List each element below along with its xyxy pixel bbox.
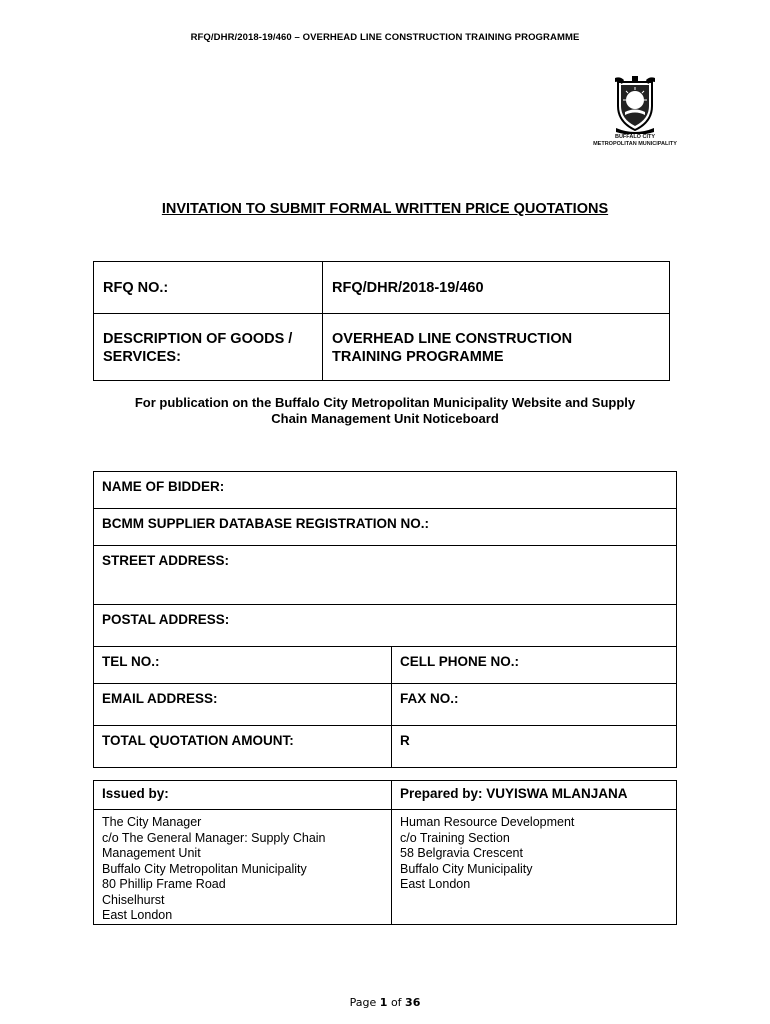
issued-line: East London — [102, 908, 173, 922]
logo-caption-line2: METROPOLITAN MUNICIPALITY — [593, 140, 677, 147]
issued-by-heading: Issued by: — [94, 781, 392, 810]
rfq-table — [93, 261, 670, 381]
prepared-by-address — [392, 810, 677, 925]
total-quotation-label: TOTAL QUOTATION AMOUNT: — [94, 726, 392, 768]
tel-number-field[interactable]: TEL NO.: — [94, 647, 392, 684]
issued-line: Chiselhurst — [102, 892, 165, 907]
description-value-line1: OVERHEAD LINE CONSTRUCTION — [332, 331, 573, 347]
issued-by-address — [94, 810, 392, 925]
name-of-bidder-field[interactable]: NAME OF BIDDER: — [94, 472, 677, 509]
running-header: RFQ/DHR/2018-19/460 – OVERHEAD LINE CONSTRUCTION TRAINING PROGRAMME — [190, 32, 580, 43]
of-word: of — [390, 996, 402, 1009]
description-value-line2: TRAINING PROGRAMME — [332, 349, 504, 365]
publication-note — [93, 395, 677, 427]
description-value — [323, 314, 670, 381]
description-label — [94, 314, 323, 381]
prepared-line: 58 Belgravia Crescent — [400, 846, 523, 860]
page-footer — [0, 996, 770, 1009]
logo-caption-line1: BUFFALO CITY — [614, 134, 656, 140]
postal-address-field[interactable]: POSTAL ADDRESS: — [94, 605, 677, 647]
page-word: Page — [349, 996, 377, 1009]
logo-caption — [590, 134, 680, 147]
prepared-line: East London — [400, 877, 471, 891]
bidder-details-table — [93, 471, 677, 768]
issued-line: Management Unit — [102, 846, 201, 860]
cell-phone-field[interactable]: CELL PHONE NO.: — [392, 647, 677, 684]
document-title: INVITATION TO SUBMIT FORMAL WRITTEN PRICE QUOTATIONS — [161, 201, 609, 217]
issued-line: 80 Phillip Frame Road — [102, 877, 226, 891]
street-address-field[interactable]: STREET ADDRESS: — [94, 546, 677, 605]
publication-line2: Chain Management Unit Noticeboard — [271, 411, 499, 426]
registration-number-field[interactable]: BCMM SUPPLIER DATABASE REGISTRATION NO.: — [94, 509, 677, 546]
description-label-line1: DESCRIPTION OF GOODS / — [103, 331, 293, 347]
issued-line: The City Manager — [102, 815, 202, 829]
publication-line1: For publication on the Buffalo City Metropolitan Municipality Website and Supply — [134, 395, 636, 410]
rfq-value: RFQ/DHR/2018-19/460 — [323, 262, 670, 314]
prepared-line: Human Resource Development — [400, 815, 575, 829]
prepared-by-heading: Prepared by: VUYISWA MLANJANA — [392, 781, 677, 810]
page-total: 36 — [405, 996, 421, 1009]
issued-line: c/o The General Manager: Supply Chain — [102, 830, 326, 845]
rfq-label: RFQ NO.: — [94, 262, 323, 314]
issued-prepared-table — [93, 780, 677, 925]
total-quotation-amount-field[interactable]: R — [392, 726, 677, 768]
coat-of-arms-icon — [612, 76, 658, 134]
prepared-line: Buffalo City Municipality — [400, 861, 533, 876]
prepared-line: c/o Training Section — [400, 830, 510, 845]
email-address-field[interactable]: EMAIL ADDRESS: — [94, 684, 392, 726]
fax-number-field[interactable]: FAX NO.: — [392, 684, 677, 726]
description-label-line2: SERVICES: — [103, 349, 181, 365]
page-number: 1 — [379, 996, 388, 1009]
issued-line: Buffalo City Metropolitan Municipality — [102, 861, 307, 876]
municipality-logo — [590, 76, 680, 150]
